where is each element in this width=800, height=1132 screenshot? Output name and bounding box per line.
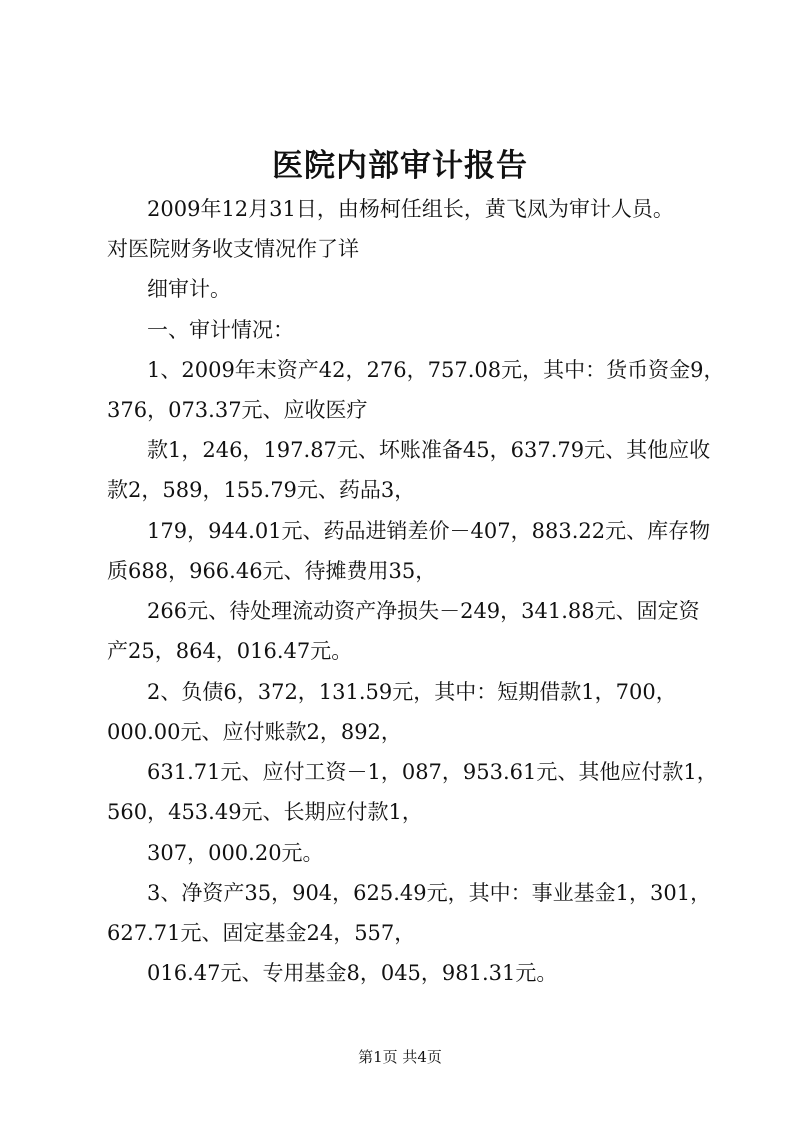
text-line: 产25，864，016.47元。 — [107, 639, 353, 663]
page-footer: 第1页 共4页 — [358, 1048, 442, 1066]
text-line: 款1，246，197.87元、坏账准备45，637.79元、其他应收 — [147, 438, 711, 462]
text-line: 1、2009年末资产42，276，757.08元，其中：货币资金9， — [147, 358, 725, 382]
text-line: 款2，589，155.79元、药品3， — [107, 478, 416, 502]
text-line: 3、净资产35，904，625.49元，其中：事业基金1，301， — [147, 881, 712, 905]
text-line: 细审计。 — [147, 277, 231, 301]
text-line: 质688，966.46元、待摊费用35， — [107, 559, 437, 583]
text-line: 307，000.20元。 — [147, 841, 324, 865]
text-line: 对医院财务收支情况作了详 — [107, 237, 359, 261]
section-heading: 一、审计情况： — [147, 318, 294, 342]
text-line: 627.71元、固定基金24，557， — [107, 921, 416, 945]
document-title: 医院内部审计报告 — [272, 148, 528, 184]
text-line: 016.47元、专用基金8，045，981.31元。 — [147, 961, 558, 985]
text-line: 266元、待处理流动资产净损失－249，341.88元、固定资 — [147, 599, 700, 623]
text-line: 2、负债6，372，131.59元，其中：短期借款1，700， — [147, 680, 677, 704]
text-line: 631.71元、应付工资－1，087，953.61元、其他应付款1， — [147, 760, 718, 784]
text-line: 179，944.01元、药品进销差价－407，883.22元、库存物 — [147, 519, 711, 543]
text-line: 000.00元、应付账款2，892， — [107, 720, 402, 744]
text-line: 2009年12月31日，由杨柯任组长，黄飞凤为审计人员。 — [147, 197, 674, 221]
text-line: 376，073.37元、应收医疗 — [107, 398, 368, 422]
text-line: 560，453.49元、长期应付款1， — [107, 800, 423, 824]
